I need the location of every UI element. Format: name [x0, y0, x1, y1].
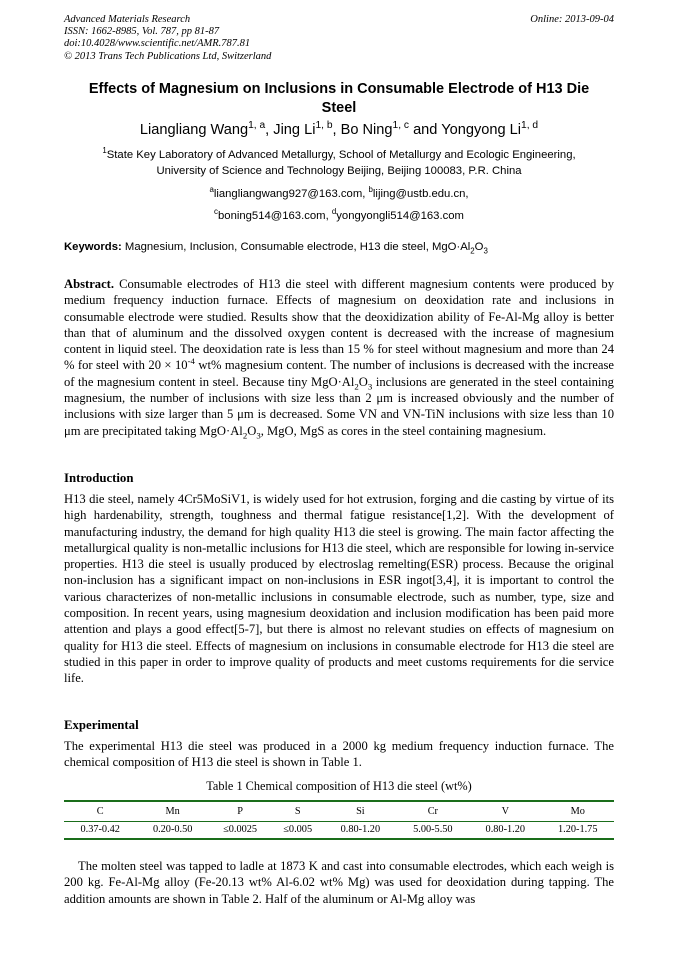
affiliation-sup: 1: [102, 146, 107, 156]
subscript: 3: [483, 246, 488, 256]
table-row: [64, 821, 614, 839]
subscript: 2: [242, 430, 248, 441]
subscript: 3: [367, 381, 373, 392]
author-name: Jing Li: [273, 122, 316, 138]
abstract-text: O: [358, 374, 368, 389]
table-header-cell: Mn: [136, 801, 208, 821]
author-affil-sup: 1, c: [392, 120, 410, 132]
issn-volume: ISSN: 1662-8985, Vol. 787, pp 81-87: [64, 26, 220, 38]
email-link[interactable]: boning514@163.com: [218, 210, 326, 222]
email-link[interactable]: yongyongli514@163.com: [336, 210, 464, 222]
table-cell: 0.80-1.20: [469, 821, 541, 839]
abstract-text: O: [247, 423, 257, 438]
table-header-cell: C: [64, 801, 136, 821]
subscript: 3: [256, 430, 261, 441]
table-cell: 1.20-1.75: [542, 821, 614, 839]
doi: doi:10.4028/www.scientific.net/AMR.787.81: [64, 38, 251, 50]
running-header: [64, 14, 271, 63]
author-sep: and: [409, 122, 442, 138]
author-affil-sup: 1, b: [315, 120, 333, 132]
table-header-cell: P: [209, 801, 271, 821]
author-affil-sup: 1, d: [521, 120, 539, 132]
abstract-text: Consumable electrodes of H13 die steel with different magnesium contents were produced by medium frequency induction furnace. Effects of magnesium on deoxidation rate and inclusions in consumable electrode were studied. Results show that the deoxidization ability of Fe-Al-Mg alloy is better than that of aluminum and the dissolved oxygen content is decreased with the increase of magnesium content in liquid steel. The deoxidation rate is less than 15 % for steel without magnesium and more than 24 % for steel with 20 × 10: [64, 277, 614, 373]
subscript: 2: [354, 381, 359, 392]
email-link[interactable]: liangliangwang927@163.com: [213, 188, 363, 200]
paper-title: [64, 80, 614, 118]
title-line: Steel: [321, 100, 357, 116]
table-header-row: [64, 801, 614, 821]
table-header-cell: S: [271, 801, 324, 821]
table-cell: 0.37-0.42: [64, 821, 136, 839]
author-affil-sup: 1, a: [248, 120, 266, 132]
abstract-text: , MgO, MgS as cores in the steel containing magnesium.: [260, 423, 547, 438]
superscript: -4: [187, 356, 195, 367]
abstract-label: Abstract.: [64, 277, 115, 291]
copyright: © 2013 Trans Tech Publications Ltd, Switzerland: [64, 50, 272, 62]
keywords: [64, 240, 624, 254]
table-header-cell: Mo: [542, 801, 614, 821]
table-header-cell: Si: [324, 801, 396, 821]
author-sep: ,: [265, 122, 274, 138]
keywords-text: Magnesium, Inclusion, Consumable electrode, H13 die steel, MgO·Al: [124, 241, 471, 253]
email-sup: b: [368, 185, 373, 195]
email-sup: c: [214, 207, 218, 217]
email-sup: d: [331, 207, 337, 217]
author-name: Bo Ning: [340, 122, 393, 138]
email-list: $^a$liangliangwang927@163.com, $^b$lijing@ustb.edu.cn, $^c$boning514@163.com, $^d$yongyongli514@163.com: [209, 185, 469, 222]
table-header-cell: Cr: [397, 801, 469, 821]
subscript: 2: [470, 246, 475, 256]
keywords-label: Keywords:: [64, 241, 122, 253]
composition-table: [64, 800, 614, 840]
table-cell: 0.80-1.20: [324, 821, 396, 839]
table-cell: 5.00-5.50: [397, 821, 469, 839]
author-sep: ,: [332, 122, 341, 138]
table-cell: ≤0.0025: [209, 821, 271, 839]
abstract: [64, 276, 614, 439]
table-cell: ≤0.005: [271, 821, 324, 839]
introduction-paragraph: H13 die steel, namely 4Cr5MoSiV1, is widely used for hot extrusion, forging and die casting by virtue of its high hardenability, strength, toughness and thermal fatigue resistance[1,2]. With the development of manufacturing industry, the demand for high quality H13 die steel is growing. The main factor affecting the metallurgical quality is non-metallic inclusions for H13 die steel, which are responsible for lowing in-service properties. H13 die steel is usually produced by electroslag remelting(ESR) process. Because the original non-inclusion has a significant impact on non-inclusions in ESR ingot[3,4], it is important to control the various characterizes of non-metallic inclusions in consumable electrode, such as number, type, size and composition. In recent years, using magnesium deoxidation and inclusion modification has been paid more attention and plays a good effect[5-7], but there is almost no relevant studies on effects of magnesium on quality for H13 die steel. Effects of magnesium on inclusions in consumable electrode for H13 die steel are studied in this paper in order to improve quality of products and meet customs requirements for die service life.: [64, 492, 614, 686]
affiliation-line: State Key Laboratory of Advanced Metallurgy, School of Metallurgy and Ecologic Engineering,: [106, 149, 576, 161]
email-sup: a: [209, 185, 214, 195]
table-header-cell: V: [469, 801, 541, 821]
author-name: Yongyong Li: [441, 122, 522, 138]
author-list: [64, 121, 614, 139]
author-name: Liangliang Wang: [139, 122, 249, 138]
affiliation: [64, 147, 614, 179]
experimental-paragraph: The experimental H13 die steel was produced in a 2000 kg medium frequency induction furnace. The chemical composition of H13 die steel is shown in Table 1.: [64, 739, 614, 770]
table-caption: Table 1 Chemical composition of H13 die steel (wt%): [206, 779, 472, 793]
email-link[interactable]: lijing@ustb.edu.cn,: [372, 188, 469, 200]
title-line: Effects of Magnesium on Inclusions in Consumable Electrode of H13 Die: [88, 81, 590, 97]
abstract-text: inclusions are generated in the steel containing magnesium, the number of inclusions with size less than 2 μm is increased obviously and the number of inclusions with size larger than 5 μm is decreased. Some VN and VN-TiN inclusions with size less than 10 μm are precipitated taking MgO·Al: [64, 374, 614, 438]
section-heading-experimental: Experimental: [64, 718, 139, 732]
table-cell: 0.20-0.50: [136, 821, 208, 839]
abstract-text: wt% magnesium content. The number of inclusions is decreased with the increase of the magnesium content in steel. Because tiny MgO·Al: [64, 358, 615, 389]
experimental-paragraph: The molten steel was tapped to ladle at 1873 K and cast into consumable electrodes, which each weigh is 200 kg. Fe-Al-Mg alloy (Fe-20.13 wt% Al-6.02 wt% Mg) was used for deoxidation during tapping. The addition amounts are shown in Table 2. Half of the aluminum or Al-Mg alloy was: [64, 859, 614, 906]
online-date: Online: 2013-09-04: [530, 14, 614, 25]
keywords-text: O: [474, 241, 484, 253]
section-heading-introduction: Introduction: [64, 471, 134, 485]
affiliation-line: University of Science and Technology Beijing, Beijing 100083, P.R. China: [156, 165, 522, 177]
journal-name: Advanced Materials Research: [64, 14, 191, 25]
